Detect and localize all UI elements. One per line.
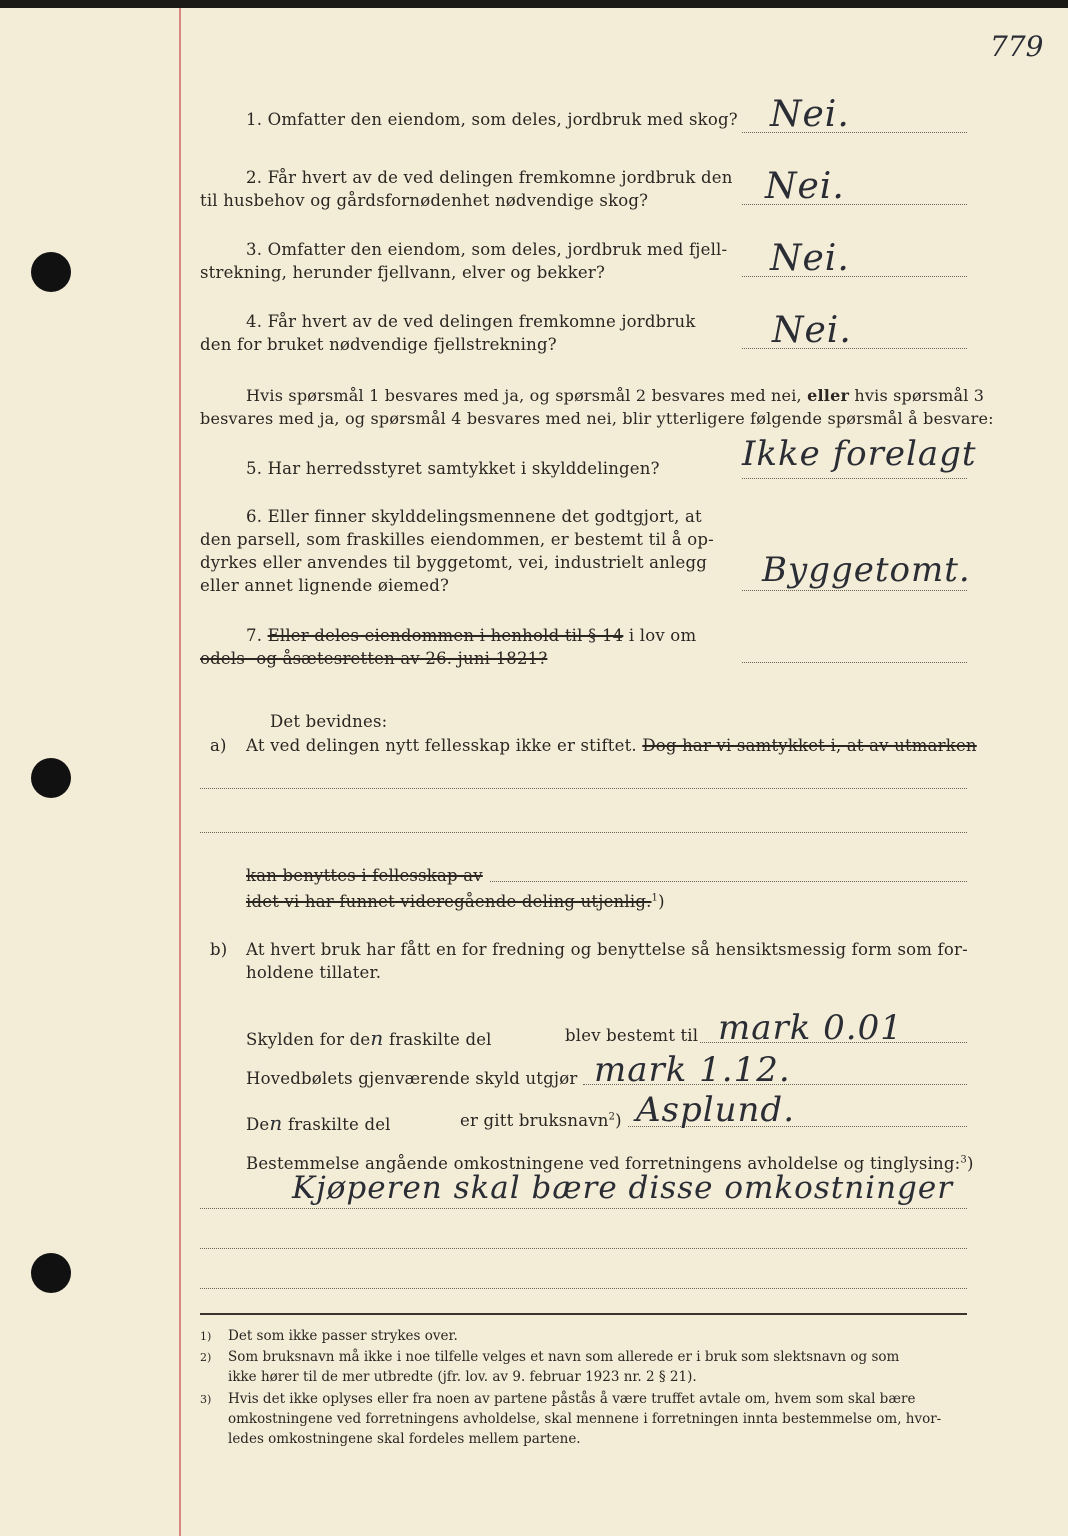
footnote-divider bbox=[200, 1313, 967, 1315]
question-7-line-1: 7. Eller deles eiendommen i henhold til § 14 i lov om bbox=[246, 626, 697, 645]
answer-4: Nei. bbox=[772, 310, 852, 351]
footnote-3-line-2: omkostningene ved forretningens avholdelse, skal mennene i forretningen innta bestemmelse om, hvor- bbox=[228, 1411, 942, 1427]
condition-line-2: besvares med ja, og spørsmål 4 besvares med nei, blir ytterligere følgende spørsmål å besvare: bbox=[200, 409, 994, 428]
answer-6: Byggetomt. bbox=[762, 550, 971, 590]
skylden-label: Skylden for den fraskilte del bbox=[246, 1026, 492, 1050]
condition-line-1: Hvis spørsmål 1 besvares med ja, og spørsmål 2 besvares med nei, eller hvis spørsmål 3 bbox=[246, 386, 985, 405]
punch-hole bbox=[31, 252, 71, 292]
footnote-3-line-1: Hvis det ikke oplyses eller fra noen av partene påstås å være truffet avtale om, hvem som skal bære bbox=[228, 1391, 916, 1407]
answer-line bbox=[200, 1208, 967, 1209]
answer-1: Nei. bbox=[770, 94, 850, 135]
item-a-text: At ved delingen nytt fellesskap ikke er stiftet. Dog har vi samtykket i, at av utmarken bbox=[246, 736, 977, 755]
footnote-2-line-2: ikke hører til de mer utbredte (jfr. lov. av 9. februar 1923 nr. 2 § 21). bbox=[228, 1369, 697, 1385]
bruksnavn-label-2: er gitt bruksnavn$^2$) bbox=[460, 1111, 622, 1130]
item-b-line-1: At hvert bruk har fått en for fredning og benyttelse så hensiktsmessig form som for- bbox=[246, 940, 968, 959]
question-1: 1. Omfatter den eiendom, som deles, jordbruk med skog? bbox=[246, 110, 738, 129]
skylden-label-2: blev bestemt til bbox=[565, 1026, 699, 1045]
page-number: 779 bbox=[990, 30, 1044, 63]
blank-line bbox=[490, 881, 967, 882]
bruksnavn-value: Asplund. bbox=[636, 1090, 796, 1130]
item-a-label: a) bbox=[210, 736, 227, 755]
footnote-1-line-1: Det som ikke passer strykes over. bbox=[228, 1328, 458, 1344]
blank-line bbox=[200, 1288, 967, 1289]
question-2-line-2: til husbehov og gårdsfornødenhet nødvendige skog? bbox=[200, 191, 649, 210]
margin-rule bbox=[179, 8, 181, 1536]
answer-line bbox=[742, 662, 967, 663]
footnote-3-mark: 3) bbox=[200, 1393, 212, 1406]
item-b-line-2: holdene tillater. bbox=[246, 963, 382, 982]
blank-line bbox=[200, 788, 967, 789]
question-4-line-1: 4. Får hvert av de ved delingen fremkomne jordbruk bbox=[246, 312, 696, 331]
struck-line-2: idet vi har funnet videregående deling utjenlig.$^1$) bbox=[246, 892, 665, 911]
question-2-line-1: 2. Får hvert av de ved delingen fremkomne jordbruk den bbox=[246, 168, 733, 187]
blank-line bbox=[200, 1248, 967, 1249]
footnote-2-mark: 2) bbox=[200, 1351, 212, 1364]
item-b-label: b) bbox=[210, 940, 228, 959]
hovedbol-label: Hovedbølets gjenværende skyld utgjør bbox=[246, 1069, 578, 1088]
footnote-3-line-3: ledes omkostningene skal fordeles mellem partene. bbox=[228, 1431, 581, 1447]
answer-line bbox=[742, 590, 967, 591]
footnote-2-line-1: Som bruksnavn må ikke i noe tilfelle velges et navn som allerede er i bruk som slektsnavn og som bbox=[228, 1349, 900, 1365]
answer-3: Nei. bbox=[770, 238, 850, 279]
answer-5: Ikke forelagt bbox=[742, 434, 977, 474]
bestemmelse-value: Kjøperen skal bære disse omkostninger bbox=[292, 1170, 954, 1206]
bevidnes-heading: Det bevidnes: bbox=[270, 712, 388, 731]
question-3-line-1: 3. Omfatter den eiendom, som deles, jordbruk med fjell- bbox=[246, 240, 728, 259]
bruksnavn-label: Den fraskilte del bbox=[246, 1111, 391, 1135]
question-4-line-2: den for bruket nødvendige fjellstrekning? bbox=[200, 335, 557, 354]
answer-line bbox=[742, 478, 967, 479]
question-6-line-1: 6. Eller finner skylddelingsmennene det godtgjort, at bbox=[246, 507, 702, 526]
question-6-line-2: den parsell, som fraskilles eiendommen, er bestemt til å op- bbox=[200, 530, 714, 549]
struck-line-1: kan benyttes i fellesskap av bbox=[246, 866, 483, 885]
question-5: 5. Har herredsstyret samtykket i skylddelingen? bbox=[246, 459, 660, 478]
punch-hole bbox=[31, 1253, 71, 1293]
punch-hole bbox=[31, 758, 71, 798]
document-page bbox=[0, 8, 1068, 1536]
footnote-1-mark: 1) bbox=[200, 1330, 212, 1343]
question-3-line-2: strekning, herunder fjellvann, elver og bekker? bbox=[200, 263, 605, 282]
hovedbol-value: mark 1.12. bbox=[594, 1050, 791, 1090]
question-6-line-4: eller annet lignende øiemed? bbox=[200, 576, 450, 595]
answer-2: Nei. bbox=[765, 166, 845, 207]
bestemmelse-label: Bestemmelse angående omkostningene ved forretningens avholdelse og tinglysing:$^3$) bbox=[246, 1154, 974, 1173]
skylden-value: mark 0.01 bbox=[718, 1008, 903, 1048]
question-7-line-2: odels- og åsætesretten av 26. juni 1821? bbox=[200, 649, 548, 668]
blank-line bbox=[200, 832, 967, 833]
question-6-line-3: dyrkes eller anvendes til byggetomt, vei, industrielt anlegg bbox=[200, 553, 707, 572]
